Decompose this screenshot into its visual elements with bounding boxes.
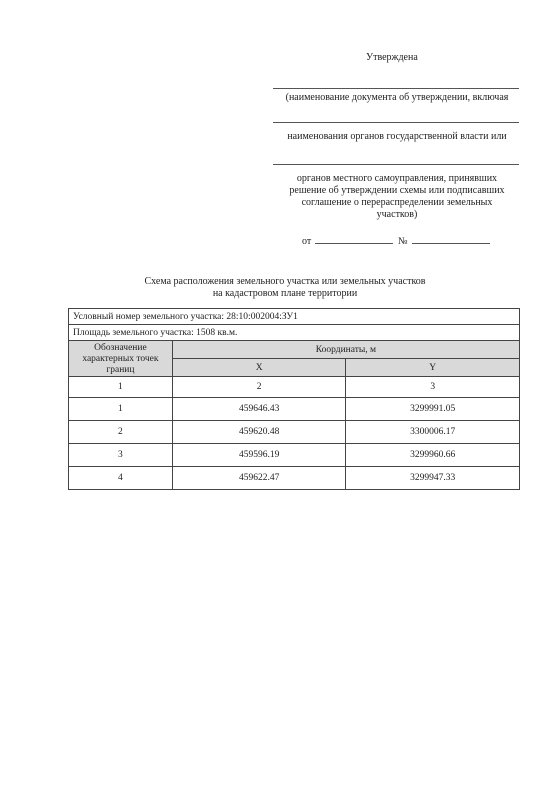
coord-x: 459620.48 <box>172 421 346 444</box>
table-row <box>69 467 520 490</box>
table-row <box>69 421 520 444</box>
blank-line <box>273 122 519 123</box>
date-blank <box>315 234 393 244</box>
column-number: 1 <box>69 377 173 398</box>
number-blank <box>412 234 490 244</box>
date-label: от <box>302 236 312 247</box>
column-number: 3 <box>346 377 520 398</box>
point-id: 4 <box>69 467 173 490</box>
header-points: Обозначение характерных точек границ <box>69 341 173 377</box>
blank-line <box>273 164 519 165</box>
coord-y: 3299947.33 <box>346 467 520 490</box>
caption-line: участков) <box>376 209 418 220</box>
caption-line: решение об утверждении схемы или подписавших <box>289 185 505 196</box>
point-id: 2 <box>69 421 173 444</box>
caption-line: (наименование документа об утверждении, включая <box>285 92 509 103</box>
caption-line: наименования органов государственной власти или <box>287 131 507 142</box>
coord-y: 3299960.66 <box>346 444 520 467</box>
coord-x: 459596.19 <box>172 444 346 467</box>
document-title <box>120 276 450 300</box>
number-field <box>398 234 490 247</box>
approved-label: Утверждена <box>366 52 418 63</box>
title-line: на кадастровом плане территории <box>212 288 358 299</box>
caption-line: соглашение о перераспределении земельных <box>301 197 493 208</box>
caption-line: органов местного самоуправления, принявших <box>296 173 498 184</box>
coord-y: 3299991.05 <box>346 398 520 421</box>
area: Площадь земельного участка: 1508 кв.м. <box>69 325 520 341</box>
title-line: Схема расположения земельного участка или земельных участков <box>144 276 426 287</box>
table-row <box>69 398 520 421</box>
date-field <box>302 234 393 247</box>
coord-y: 3300006.17 <box>346 421 520 444</box>
header-coords: Координаты, м <box>172 341 519 359</box>
coordinates-table <box>68 308 520 490</box>
table-row <box>69 444 520 467</box>
header-y: Y <box>346 359 520 377</box>
coord-x: 459622.47 <box>172 467 346 490</box>
number-label: № <box>398 236 408 247</box>
coord-x: 459646.43 <box>172 398 346 421</box>
point-id: 3 <box>69 444 173 467</box>
blank-line <box>273 88 519 89</box>
header-x: X <box>172 359 346 377</box>
cadastral-number: Условный номер земельного участка: 28:10:002004:ЗУ1 <box>69 309 520 325</box>
column-number: 2 <box>172 377 346 398</box>
point-id: 1 <box>69 398 173 421</box>
